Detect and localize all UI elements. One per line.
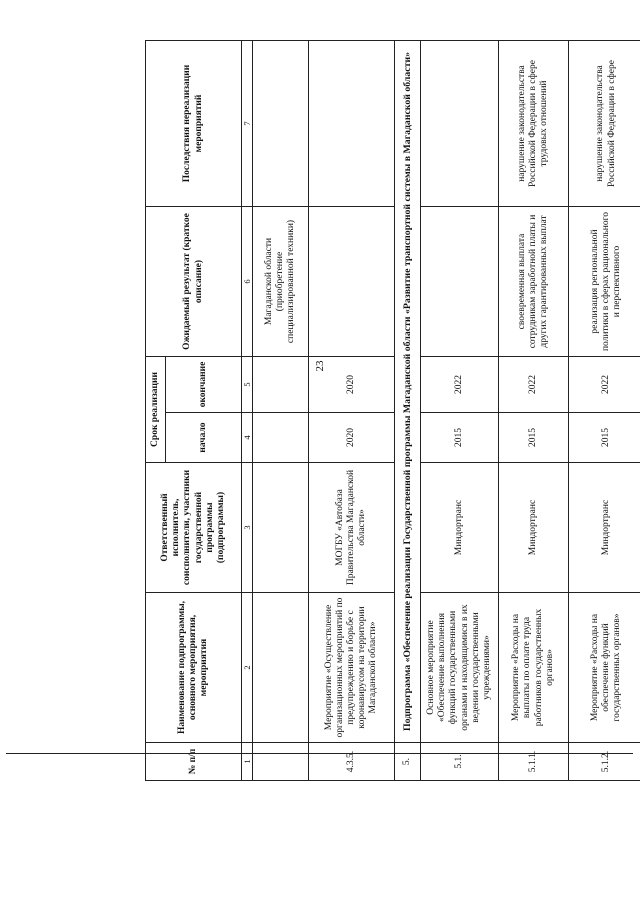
page-divider-line: [6, 753, 633, 754]
col-number: 5: [242, 357, 253, 413]
row-start: [253, 413, 309, 463]
col-number: 1: [242, 743, 253, 781]
row-consequence: [309, 41, 395, 207]
row-num: 5.1.1.: [499, 743, 569, 781]
header-result: Ожидаемый результат (краткое описание): [146, 207, 242, 357]
row-end: 2022: [421, 357, 499, 413]
table-row: [421, 41, 499, 781]
row-num: 5.1.: [421, 743, 499, 781]
header-name: Наименование подпрограммы, основного мероприятия, мероприятия: [146, 593, 242, 743]
col-number: 4: [242, 413, 253, 463]
row-num: 5.1.2.: [569, 743, 640, 781]
row-name: Основное мероприятие «Обеспечение выполнения функций государственными органами и находящимися в их ведении государственными учреждениями»: [421, 593, 499, 743]
table-row: [499, 41, 569, 781]
row-result: Магаданской области (приобретение специализированной техники): [253, 207, 309, 357]
row-consequence: [253, 41, 309, 207]
table-row: [309, 41, 395, 781]
row-name: Мероприятие «Осуществление организационных мероприятий по предупреждению и борьбе с коронавирусом на территории Магаданской области»: [309, 593, 395, 743]
col-number: 6: [242, 207, 253, 357]
program-measures-table: [145, 40, 640, 781]
row-responsible: Миндортранс: [569, 463, 640, 593]
header-num: № п/п: [146, 743, 242, 781]
header-row-1: [146, 41, 166, 781]
header-start: начало: [166, 413, 242, 463]
row-consequence: [421, 41, 499, 207]
row-name: [253, 593, 309, 743]
header-end: окончание: [166, 357, 242, 413]
row-start: 2015: [569, 413, 640, 463]
section-row: [395, 41, 421, 781]
col-number: 2: [242, 593, 253, 743]
header-responsible: Ответственный исполнитель, соисполнители, участники государственной программы (подпрограммы): [146, 463, 242, 593]
row-result: реализация региональной политики в сферах рационального и перспективного: [569, 207, 640, 357]
col-number: 7: [242, 41, 253, 207]
header-term: Срок реализации: [146, 357, 166, 463]
row-start: 2020: [309, 413, 395, 463]
row-result: своевременная выплата сотрудникам заработной платы и других гарантированных выплат: [499, 207, 569, 357]
row-end: 2020: [309, 357, 395, 413]
row-consequence: нарушение законодательства Российской Федерации в сфере трудовых отношений: [499, 41, 569, 207]
row-start: 2015: [421, 413, 499, 463]
row-responsible: МОГБУ «Автобаза Правительства Магаданской области»: [309, 463, 395, 593]
page-number: 23: [314, 360, 326, 372]
rotated-table-wrapper: [145, 41, 623, 781]
row-result: [421, 207, 499, 357]
row-consequence: нарушение законодательства Российской Федерации в сфере: [569, 41, 640, 207]
table-row: [253, 41, 309, 781]
column-number-row: [242, 41, 253, 781]
row-end: 2022: [499, 357, 569, 413]
row-end: 2022: [569, 357, 640, 413]
row-num: [253, 743, 309, 781]
row-responsible: Миндортранс: [421, 463, 499, 593]
row-start: 2015: [499, 413, 569, 463]
row-result: [309, 207, 395, 357]
section-title: Подпрограмма «Обеспечение реализации Государственной программы Магаданской области «Развитие транспортной системы в Магаданской области»: [395, 41, 421, 743]
row-num: 4.3.5.: [309, 743, 395, 781]
section-num: 5.: [395, 743, 421, 781]
row-responsible: Миндортранс: [499, 463, 569, 593]
row-name: Мероприятие «Расходы на обеспечение функций государственных органов»: [569, 593, 640, 743]
row-end: [253, 357, 309, 413]
header-consequence: Последствия нереализации мероприятий: [146, 41, 242, 207]
col-number: 3: [242, 463, 253, 593]
table-row: [569, 41, 640, 781]
row-name: Мероприятие «Расходы на выплаты по оплате труда работников государственных органов»: [499, 593, 569, 743]
row-responsible: [253, 463, 309, 593]
